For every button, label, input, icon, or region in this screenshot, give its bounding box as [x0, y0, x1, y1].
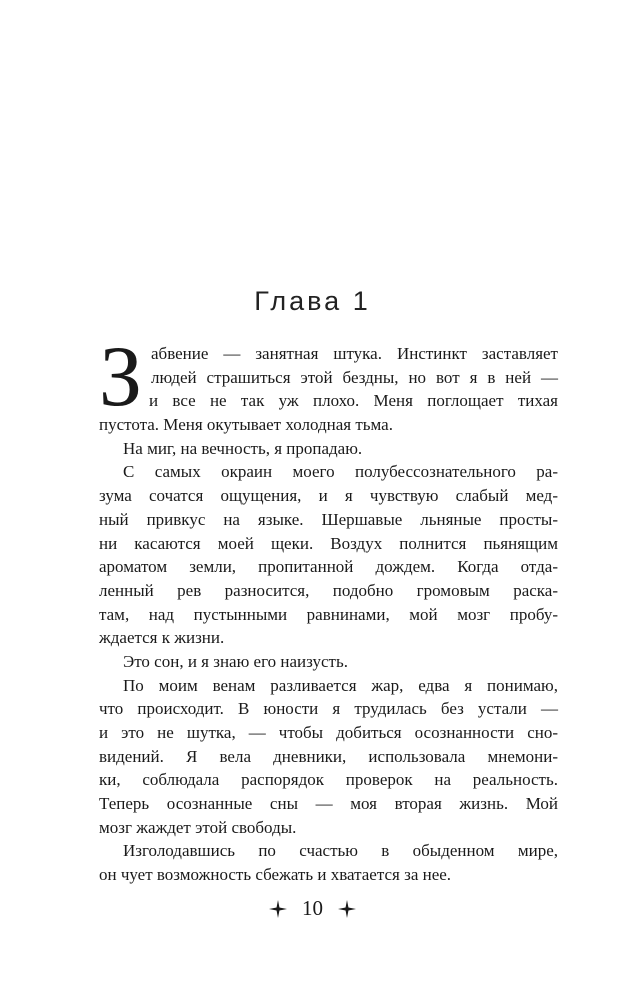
text-line: ленный рев разносится, подобно громовым раска-	[99, 580, 558, 600]
text-line: зума сочатся ощущения, и я чувствую слабый мед-	[99, 486, 558, 506]
first-paragraph	[99, 328, 558, 437]
text-line: Теперь осознанные сны — моя вторая жизнь. Мой	[99, 794, 558, 814]
body-text	[99, 328, 558, 887]
text-line: видений. Я вела дневники, использовала мнемони-	[99, 746, 558, 766]
text-line: С самых окраин моего полубессознательного ра-	[123, 462, 558, 482]
page-number: 10	[302, 896, 323, 920]
text-line: абвение — занятная штука. Инстинкт заставляет	[151, 344, 558, 363]
text-line: он чует возможность сбежать и хватается за нее.	[99, 865, 452, 885]
text-line: ждается к жизни.	[99, 628, 225, 648]
text-line: ни касаются моей щеки. Воздух полнится пьянящим	[99, 533, 558, 553]
text-line: мозг жаждет этой свободы.	[99, 817, 297, 837]
text-line: что происходит. В юности я трудилась без устали —	[99, 699, 558, 719]
text-line: Это сон, и я знаю его наизусть.	[123, 651, 348, 671]
text-line: и все не так уж плохо. Меня поглощает тихая	[149, 391, 558, 411]
text-line: людей страшиться этой бездны, но вот я в ней —	[151, 367, 558, 387]
four-point-star-icon	[338, 900, 356, 918]
text-line: пустота. Меня окутывает холодная тьма.	[99, 415, 393, 435]
text-line: ароматом земли, пропитанной дождем. Когда отда-	[99, 557, 558, 577]
text-line: ки, соблюдала распорядок проверок на реальность.	[99, 770, 558, 790]
text-line: Изголодавшись по счастью в обыденном мире,	[123, 841, 558, 861]
chapter-title: Глава 1	[254, 286, 371, 316]
page-footer	[0, 896, 625, 921]
drop-cap: З	[99, 328, 143, 424]
text-line: По моим венам разливается жар, едва я понимаю,	[123, 675, 558, 695]
text-line: ный привкус на языке. Шершавые льняные просты-	[99, 509, 558, 529]
text-line: и это не шутка, — чтобы добиться осознанности сно-	[99, 723, 558, 742]
text-line: там, над пустынными равнинами, мой мозг пробу-	[99, 604, 558, 624]
four-point-star-icon	[269, 900, 287, 918]
text-line: На миг, на вечность, я пропадаю.	[123, 438, 363, 458]
